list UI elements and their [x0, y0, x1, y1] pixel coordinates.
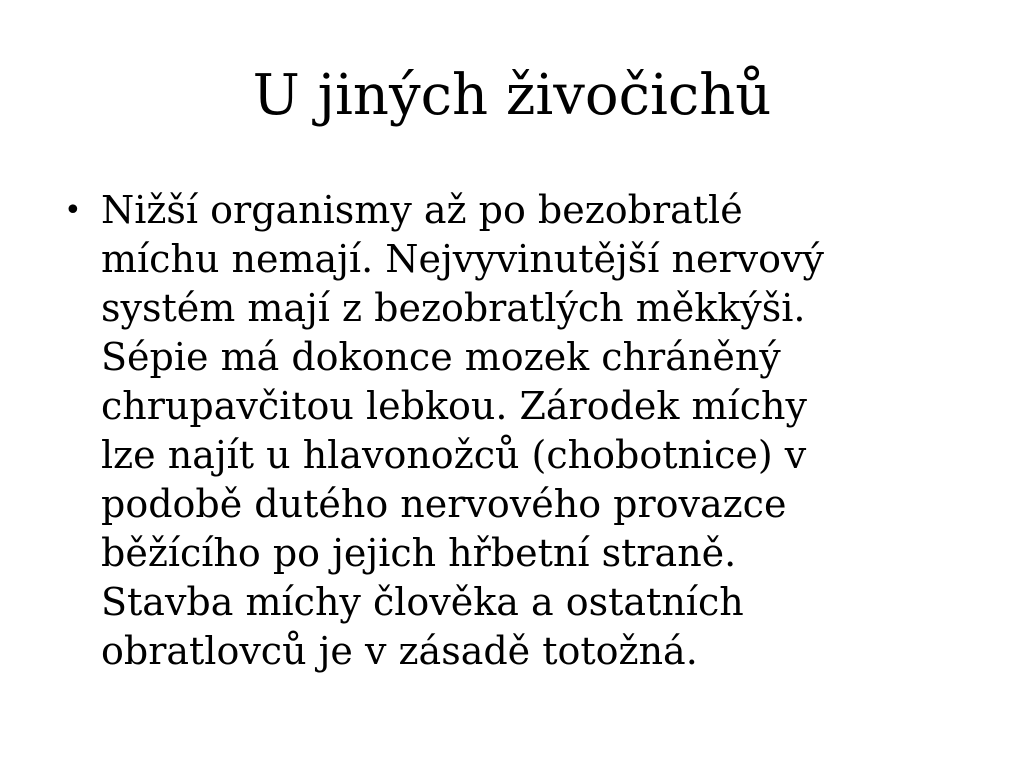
- bullet-line: míchu nemají. Nejvyvinutější nervový: [101, 237, 824, 281]
- bullet-line: lze najít u hlavonožců (chobotnice) v: [101, 433, 807, 477]
- slide-title: U jiných živočichů: [252, 63, 772, 128]
- bullet-text: [101, 186, 964, 676]
- bullet-list: [64, 186, 964, 676]
- bullet-line: Stavba míchy člověka a ostatních: [101, 580, 744, 624]
- bullet-line: běžícího po jejich hřbetní straně.: [101, 531, 737, 575]
- bullet-line: Nižší organismy až po bezobratlé: [101, 188, 743, 232]
- bullet-line: systém mají z bezobratlých měkkýši.: [101, 286, 806, 330]
- bullet-line: obratlovců je v zásadě totožná.: [101, 629, 698, 673]
- bullet-marker: •: [64, 193, 82, 228]
- bullet-item: [64, 186, 964, 676]
- bullet-line: podobě dutého nervového provazce: [101, 482, 787, 526]
- bullet-line: chrupavčitou lebkou. Zárodek míchy: [101, 384, 807, 428]
- bullet-line: Sépie má dokonce mozek chráněný: [101, 335, 781, 379]
